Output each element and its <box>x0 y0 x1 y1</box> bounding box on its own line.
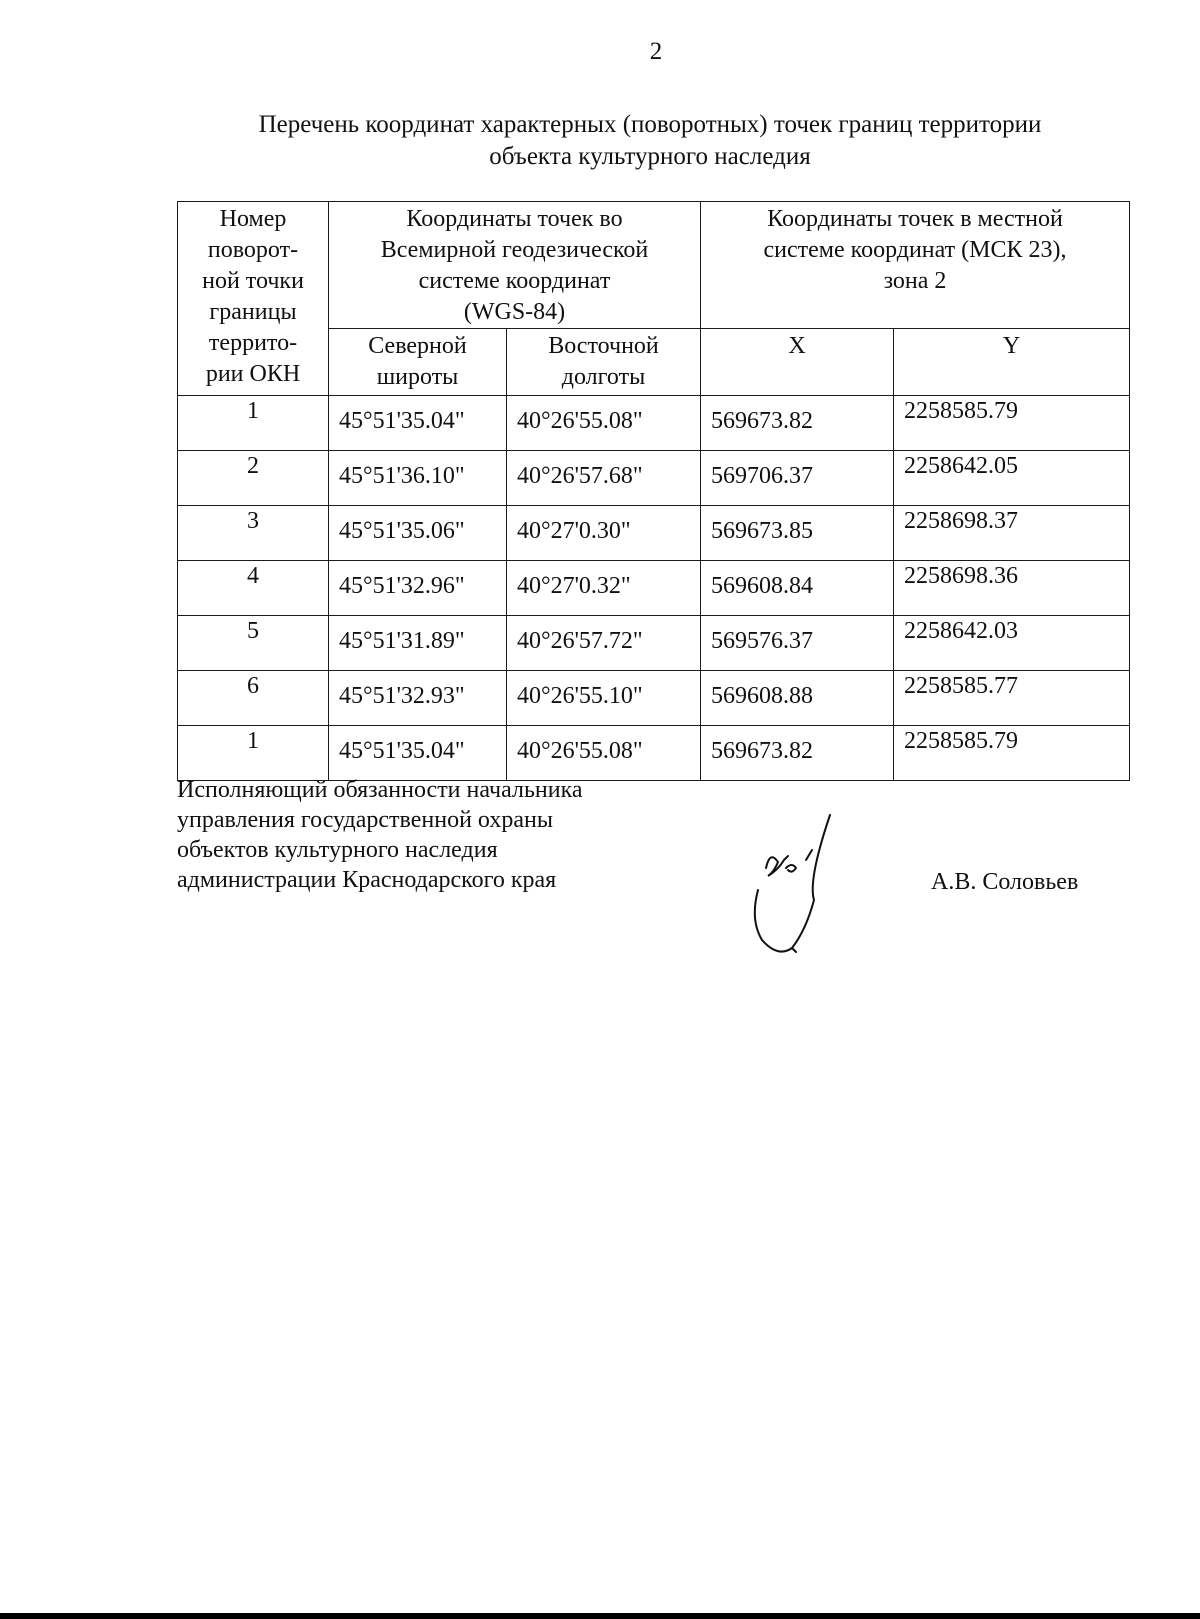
document-title <box>170 109 1130 173</box>
cell-longitude: 40°26'55.08" <box>507 396 701 451</box>
signatory-position <box>177 775 583 895</box>
cell-y: 2258585.77 <box>894 671 1130 726</box>
header-x: X <box>701 329 894 396</box>
table-row <box>178 396 1130 451</box>
cell-x: 569706.37 <box>701 451 894 506</box>
position-line: Исполняющий обязанности начальника <box>177 777 583 803</box>
scan-edge <box>0 1613 1200 1619</box>
position-line: управления государственной охраны <box>177 807 553 833</box>
cell-point-number: 2 <box>178 451 329 506</box>
cell-point-number: 5 <box>178 616 329 671</box>
position-line: администрации Краснодарского края <box>177 867 557 893</box>
cell-latitude: 45°51'32.93" <box>329 671 507 726</box>
cell-x: 569673.82 <box>701 726 894 781</box>
cell-latitude: 45°51'31.89" <box>329 616 507 671</box>
handwritten-signature-icon <box>748 810 858 960</box>
cell-x: 569608.88 <box>701 671 894 726</box>
table-row <box>178 616 1130 671</box>
cell-latitude: 45°51'35.04" <box>329 726 507 781</box>
cell-y: 2258585.79 <box>894 726 1130 781</box>
cell-y: 2258642.03 <box>894 616 1130 671</box>
cell-x: 569608.84 <box>701 561 894 616</box>
title-line-2: объекта культурного наследия <box>489 143 811 170</box>
cell-point-number: 1 <box>178 726 329 781</box>
coordinates-table <box>177 201 1130 781</box>
cell-latitude: 45°51'35.04" <box>329 396 507 451</box>
cell-longitude: 40°26'57.68" <box>507 451 701 506</box>
table-row <box>178 726 1130 781</box>
title-line-1: Перечень координат характерных (поворотных) точек границ территории <box>258 111 1042 138</box>
cell-latitude: 45°51'35.06" <box>329 506 507 561</box>
cell-longitude: 40°27'0.32" <box>507 561 701 616</box>
cell-point-number: 4 <box>178 561 329 616</box>
signer-name: А.В. Соловьев <box>931 869 1079 895</box>
cell-x: 569673.85 <box>701 506 894 561</box>
cell-x: 569673.82 <box>701 396 894 451</box>
header-north-latitude: Северной широты <box>329 329 507 396</box>
table-row <box>178 506 1130 561</box>
table-row <box>178 451 1130 506</box>
cell-point-number: 3 <box>178 506 329 561</box>
cell-longitude: 40°26'55.08" <box>507 726 701 781</box>
cell-longitude: 40°26'55.10" <box>507 671 701 726</box>
cell-latitude: 45°51'36.10" <box>329 451 507 506</box>
cell-longitude: 40°26'57.72" <box>507 616 701 671</box>
table-header-row-1 <box>178 202 1130 329</box>
table-row <box>178 561 1130 616</box>
cell-point-number: 6 <box>178 671 329 726</box>
table-row <box>178 671 1130 726</box>
page-number: 2 <box>649 38 663 65</box>
cell-longitude: 40°27'0.30" <box>507 506 701 561</box>
header-local-system: Координаты точек в местной системе координат (МСК 23), зона 2 <box>701 202 1130 329</box>
header-y: Y <box>894 329 1130 396</box>
cell-latitude: 45°51'32.96" <box>329 561 507 616</box>
cell-y: 2258698.36 <box>894 561 1130 616</box>
header-wgs84: Координаты точек во Всемирной геодезической системе координат (WGS-84) <box>329 202 701 329</box>
cell-x: 569576.37 <box>701 616 894 671</box>
position-line: объектов культурного наследия <box>177 837 498 863</box>
cell-y: 2258585.79 <box>894 396 1130 451</box>
cell-y: 2258642.05 <box>894 451 1130 506</box>
cell-point-number: 1 <box>178 396 329 451</box>
header-east-longitude: Восточной долготы <box>507 329 701 396</box>
cell-y: 2258698.37 <box>894 506 1130 561</box>
header-point-number: Номер поворот- ной точки границы террито- рии ОКН <box>178 202 329 396</box>
